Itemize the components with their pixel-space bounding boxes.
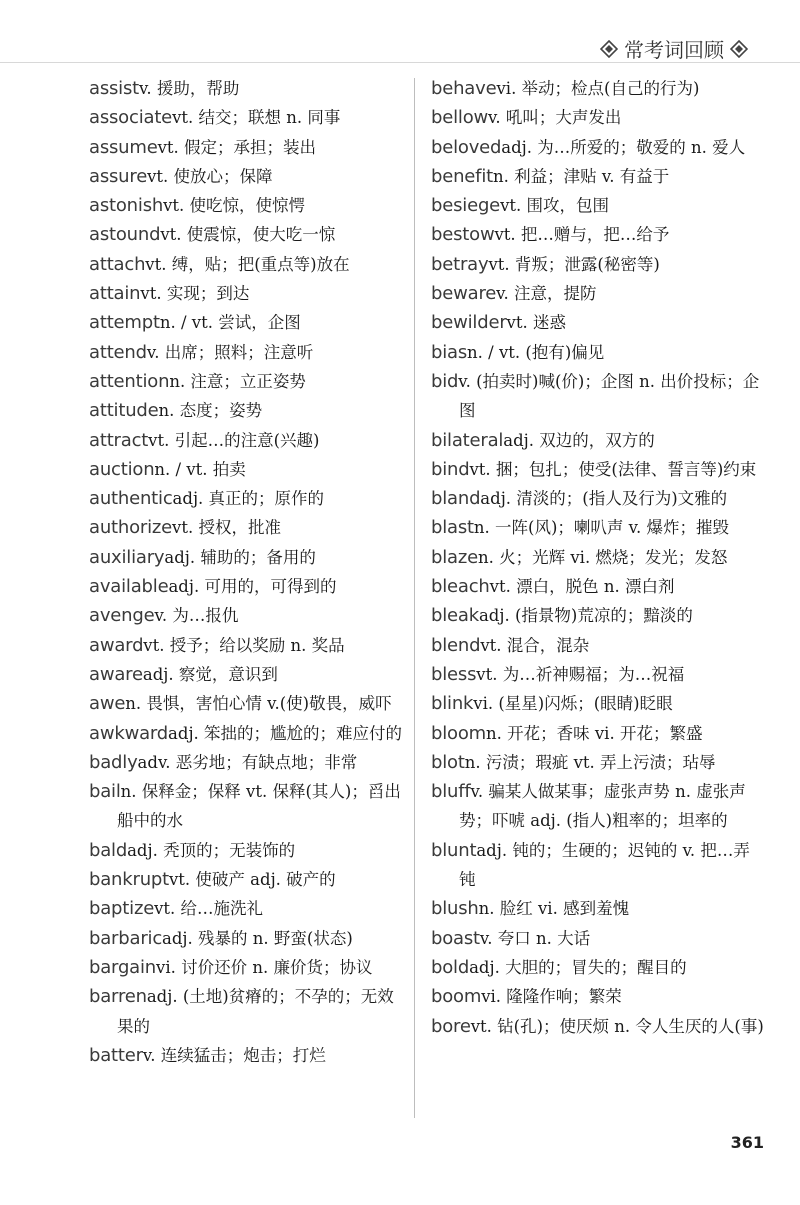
entry-headword: auxiliary: [89, 546, 165, 568]
entry-definition: adj. (指景物)荒凉的；黯淡的: [478, 606, 693, 626]
entry-definition: vt. 使放心；保障: [147, 166, 273, 186]
entry-headword: authentic: [89, 488, 173, 510]
entry-headword: blaze: [431, 546, 478, 568]
entry-definition: vi. 隆隆作响；繁荣: [481, 987, 622, 1007]
dictionary-entry: [431, 250, 766, 279]
entry-definition: vt. 使震惊，使大吃一惊: [160, 225, 336, 245]
dictionary-entry: [89, 484, 407, 513]
entry-headword: auction: [89, 458, 155, 480]
entry-definition: n. 脸红 vi. 感到羞愧: [478, 899, 630, 919]
dictionary-entry: [89, 924, 407, 953]
dictionary-entry: [431, 689, 766, 718]
entry-definition: n. 污渍；瑕疵 vt. 弄上污渍；玷辱: [464, 752, 716, 772]
entry-headword: bias: [431, 341, 468, 363]
entry-headword: baptize: [89, 898, 155, 920]
entry-headword: blunt: [431, 839, 477, 861]
entry-headword: assume: [89, 136, 158, 158]
dictionary-entry: [431, 836, 766, 895]
dictionary-entry: [431, 455, 766, 484]
entry-definition: vt. 使破产 adj. 破产的: [168, 870, 336, 890]
dictionary-entry: [89, 631, 407, 660]
dictionary-entry: [431, 74, 766, 103]
entry-definition: vt. 围攻，包围: [500, 196, 610, 216]
dictionary-entry: [431, 543, 766, 572]
entry-definition: vt. 为…祈神赐福；为…祝福: [476, 664, 685, 684]
dictionary-entry: [89, 74, 407, 103]
entry-definition: vt. 授予；给以奖励 n. 奖品: [143, 635, 345, 655]
entry-headword: boast: [431, 927, 480, 949]
entry-headword: blink: [431, 693, 474, 715]
dictionary-entry: [431, 308, 766, 337]
entry-definition: vi. 举动；检点(自己的行为): [496, 79, 700, 98]
entry-headword: bellow: [431, 107, 489, 129]
entry-definition: adj. (土地)贫瘠的；不孕的；无效果的: [117, 987, 394, 1036]
dictionary-entry: [89, 133, 407, 162]
entry-definition: n. 一阵(风)；喇叭声 v. 爆炸；摧毁: [473, 518, 729, 538]
dictionary-entry: [431, 924, 766, 953]
dictionary-entry: [431, 103, 766, 132]
right-column: [431, 74, 766, 1041]
dictionary-entry: [89, 719, 407, 748]
dictionary-entry: [89, 103, 407, 132]
entry-definition: vt. 结交；联想 n. 同事: [172, 108, 341, 128]
dictionary-entry: [89, 953, 407, 982]
diamond-arrow-icon: [730, 40, 748, 58]
dictionary-entry: [89, 777, 407, 836]
entry-headword: bless: [431, 663, 477, 685]
entry-definition: vt. 使吃惊，使惊愕: [163, 196, 306, 216]
dictionary-entry: [89, 338, 407, 367]
entry-headword: blush: [431, 898, 479, 920]
entry-headword: bargain: [89, 956, 157, 978]
dictionary-entry: [431, 631, 766, 660]
dictionary-entry: [89, 894, 407, 923]
entry-headword: batter: [89, 1044, 143, 1066]
dictionary-entry: [89, 455, 407, 484]
entry-definition: n. 畏惧，害怕心情 v.(使)敬畏，威吓: [125, 694, 392, 714]
entry-headword: blast: [431, 517, 474, 539]
entry-definition: vt. 假定；承担；装出: [157, 137, 317, 157]
entry-definition: n. 开花；香味 vi. 开花；繁盛: [486, 723, 703, 743]
entry-definition: v. 夸口 n. 大话: [479, 928, 591, 948]
dictionary-entry: [89, 250, 407, 279]
entry-headword: attempt: [89, 312, 160, 334]
entry-definition: vt. 给…施洗礼: [154, 899, 264, 919]
entry-headword: bleach: [431, 576, 490, 598]
entry-headword: attention: [89, 370, 170, 392]
dictionary-entry: [89, 865, 407, 894]
entry-definition: vt. 漂白，脱色 n. 漂白剂: [489, 577, 675, 597]
entry-headword: benefit: [431, 165, 493, 187]
entry-definition: n. 利益；津贴 v. 有益于: [492, 166, 670, 186]
entry-definition: adj. 秃顶的；无装饰的: [127, 840, 296, 860]
dictionary-entry: [431, 484, 766, 513]
entry-headword: attitude: [89, 400, 159, 422]
entry-definition: v. (拍卖时)喊(价)；企图 n. 出价投标；企图: [458, 371, 760, 421]
dictionary-entry: [431, 367, 766, 426]
entry-headword: bilateral: [431, 429, 504, 451]
dictionary-entry: [89, 543, 407, 572]
entry-definition: vt. 钻(孔)；使厌烦 n. 令人生厌的人(事): [470, 1016, 764, 1036]
dictionary-entry: [431, 572, 766, 601]
entry-definition: vt. 迷惑: [506, 313, 566, 333]
dictionary-entry: [89, 748, 407, 777]
dictionary-entry: [431, 426, 766, 455]
header-title: 常考词回顾: [624, 38, 724, 62]
dictionary-entry: [89, 660, 407, 689]
entry-headword: blend: [431, 634, 481, 656]
entry-definition: n. / vt. 拍卖: [154, 459, 246, 479]
entry-headword: assist: [89, 78, 140, 99]
dictionary-entry: [89, 426, 407, 455]
entry-definition: adj. 可用的，可得到的: [168, 577, 337, 597]
entry-headword: awe: [89, 693, 126, 715]
entry-definition: vi. (星星)闪烁；(眼睛)眨眼: [473, 694, 673, 714]
dictionary-entry: [89, 1041, 407, 1070]
entry-definition: v. 出席；照料；注意听: [146, 342, 314, 362]
dictionary-entry: [89, 836, 407, 865]
entry-headword: betray: [431, 253, 489, 275]
entry-definition: n. 态度；姿势: [158, 401, 263, 421]
dictionary-entry: [89, 513, 407, 542]
entry-headword: bluff: [431, 781, 471, 803]
entry-definition: v. 连续猛击；炮击；打烂: [142, 1045, 326, 1065]
dictionary-entry: [431, 220, 766, 249]
entry-definition: v. 骗某人做某事；虚张声势 n. 虚张声势；吓唬 adj. (指人)粗率的；坦率的: [459, 782, 746, 831]
entry-definition: adj. 清淡的；(指人及行为)文雅的: [480, 489, 728, 509]
entry-headword: available: [89, 576, 169, 598]
entry-definition: v. 吼叫；大声发出: [488, 108, 622, 128]
entry-definition: v. 为…报仇: [154, 606, 239, 626]
dictionary-entry: [431, 777, 766, 836]
entry-headword: bewilder: [431, 312, 507, 334]
entry-definition: adj. 为…所爱的；敬爱的 n. 爱人: [501, 137, 746, 157]
dictionary-entry: [89, 982, 407, 1041]
entry-headword: barbaric: [89, 927, 163, 949]
entry-headword: assure: [89, 165, 148, 187]
entry-headword: behave: [431, 78, 497, 99]
dictionary-entry: [431, 191, 766, 220]
entry-definition: n. 保释金；保释 vt. 保释(其人)；舀出船中的水: [117, 782, 401, 831]
entry-definition: n. 火；光辉 vi. 燃烧；发光；发怒: [477, 547, 728, 567]
entry-headword: attain: [89, 283, 141, 305]
entry-definition: vt. 把…赠与，把…给予: [494, 225, 670, 245]
dictionary-entry: [431, 1012, 766, 1041]
entry-definition: adj. 辅助的；备用的: [164, 547, 316, 567]
entry-definition: adv. 恶劣地；有缺点地；非常: [137, 752, 358, 772]
entry-headword: badly: [89, 751, 138, 773]
dictionary-entry: [431, 338, 766, 367]
dictionary-entry: [431, 748, 766, 777]
dictionary-entry: [431, 982, 766, 1011]
diamond-arrow-icon: [600, 40, 618, 58]
entry-definition: vt. 捆；包扎；使受(法律、誓言等)约束: [469, 459, 757, 479]
dictionary-entry: [89, 220, 407, 249]
entry-headword: attend: [89, 341, 147, 363]
dictionary-entry: [89, 162, 407, 191]
entry-headword: attach: [89, 253, 146, 275]
entry-definition: v. 援助，帮助: [139, 79, 240, 98]
entry-definition: adj. 察觉，意识到: [142, 664, 278, 684]
entry-definition: vt. 混合，混杂: [480, 635, 590, 655]
dictionary-entry: [89, 572, 407, 601]
entry-definition: v. 注意，提防: [496, 284, 597, 304]
entry-headword: bail: [89, 781, 121, 803]
entry-headword: avenge: [89, 605, 155, 627]
page-number: 361: [730, 1133, 764, 1152]
entry-definition: adj. 真正的；原作的: [172, 489, 325, 509]
entry-definition: vt. 引起…的注意(兴趣): [148, 430, 320, 450]
entry-headword: bankrupt: [89, 869, 169, 891]
entry-definition: n. / vt. 尝试，企图: [159, 313, 301, 333]
entry-headword: bland: [431, 488, 481, 510]
entry-definition: n. / vt. (抱有)偏见: [467, 342, 605, 362]
dictionary-entry: [431, 133, 766, 162]
header-rule: [0, 62, 800, 63]
dictionary-entry: [431, 660, 766, 689]
entry-headword: boom: [431, 986, 482, 1008]
entry-definition: vt. 缚，贴；把(重点等)放在: [145, 254, 350, 274]
entry-headword: bloom: [431, 722, 486, 744]
dictionary-entry: [89, 396, 407, 425]
entry-headword: barren: [89, 986, 147, 1008]
entry-definition: vt. 授权，批准: [172, 518, 281, 538]
entry-headword: beware: [431, 283, 497, 305]
dictionary-entry: [89, 601, 407, 630]
entry-headword: bald: [89, 839, 128, 861]
entry-headword: associate: [89, 107, 173, 129]
entry-headword: authorize: [89, 517, 173, 539]
entry-headword: bind: [431, 458, 470, 480]
entry-headword: blot: [431, 751, 465, 773]
dictionary-entry: [89, 191, 407, 220]
entry-headword: bleak: [431, 605, 479, 627]
dictionary-entry: [431, 953, 766, 982]
entry-headword: awkward: [89, 722, 169, 744]
entry-headword: besiege: [431, 195, 501, 217]
entry-definition: vt. 背叛；泄露(秘密等): [488, 254, 660, 274]
entry-definition: adj. 大胆的；冒失的；醒目的: [469, 957, 687, 977]
dictionary-entry: [431, 279, 766, 308]
dictionary-entry: [89, 367, 407, 396]
entry-definition: n. 注意；立正姿势: [169, 371, 306, 391]
entry-headword: astonish: [89, 195, 164, 217]
dictionary-entry: [89, 689, 407, 718]
entry-headword: bid: [431, 370, 459, 392]
dictionary-entry: [89, 279, 407, 308]
entry-definition: vt. 实现；到达: [140, 284, 250, 304]
dictionary-entry: [431, 601, 766, 630]
entry-definition: adj. 钝的；生硬的；迟钝的 v. 把…弄钝: [459, 840, 750, 890]
header-title-group: [600, 34, 748, 63]
entry-headword: astound: [89, 224, 161, 246]
column-divider: [414, 78, 415, 1118]
entry-definition: adj. 双边的，双方的: [503, 430, 655, 450]
entry-definition: adj. 残暴的 n. 野蛮(状态): [162, 928, 353, 948]
entry-definition: vi. 讨价还价 n. 廉价货；协议: [156, 957, 373, 977]
entry-definition: adj. 笨拙的；尴尬的；难应付的: [168, 723, 403, 743]
dictionary-entry: [431, 894, 766, 923]
entry-headword: bold: [431, 956, 470, 978]
entry-headword: aware: [89, 663, 143, 685]
left-column: [89, 74, 407, 1070]
dictionary-entry: [431, 162, 766, 191]
entry-headword: award: [89, 634, 144, 656]
dictionary-entry: [431, 513, 766, 542]
dictionary-entry: [431, 719, 766, 748]
entry-headword: beloved: [431, 136, 502, 158]
dictionary-entry: [89, 308, 407, 337]
entry-headword: attract: [89, 429, 149, 451]
page-header: [0, 30, 800, 66]
entry-headword: bestow: [431, 224, 495, 246]
entry-headword: bore: [431, 1015, 471, 1037]
